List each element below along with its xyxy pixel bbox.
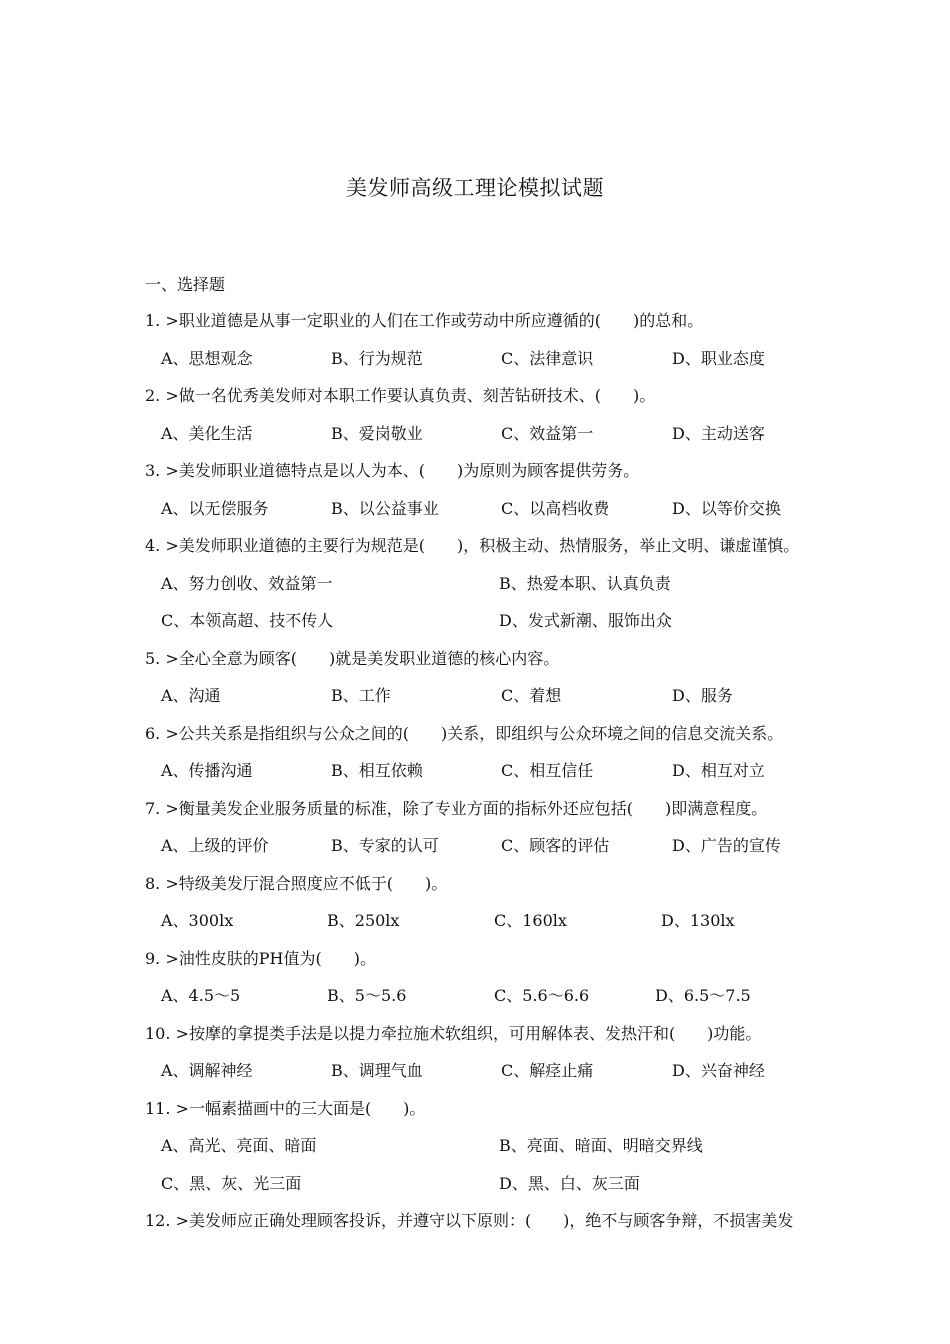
option-b: B、调理气血 <box>331 1061 423 1080</box>
option-a: A、传播沟通 <box>161 761 253 780</box>
option-a: A、思想观念 <box>161 348 253 368</box>
option-c: C、黑、灰、光三面 <box>161 1173 302 1193</box>
question-text: 3. >美发师职业道德特点是以人为本、( )为原则为顾客提供劳务。 <box>145 461 640 480</box>
question-text: 9. >油性皮肤的PH值为( )。 <box>145 948 376 968</box>
option-c: C、顾客的评估 <box>501 836 610 855</box>
document-title: 美发师高级工理论模拟试题 <box>346 176 604 200</box>
option-b: B、工作 <box>331 686 391 705</box>
option-d: D、6.5～7.5 <box>655 986 751 1005</box>
option-c: C、以高档收费 <box>501 498 610 518</box>
question-list <box>145 309 825 1247</box>
question-text: 2. >做一名优秀美发师对本职工作要认真负责、刻苦钻研技术、( )。 <box>145 386 656 405</box>
option-row <box>145 759 825 797</box>
question-text: 1. >职业道德是从事一定职业的人们在工作或劳动中所应遵循的( )的总和。 <box>145 311 704 330</box>
option-b: B、以公益事业 <box>331 498 439 518</box>
question-text: 6. >公共关系是指组织与公众之间的( )关系，即组织与公众环境之间的信息交流关系。 <box>145 723 784 743</box>
option-row <box>145 984 825 1022</box>
option-a: A、努力创收、效益第一 <box>161 573 333 593</box>
option-b: B、行为规范 <box>331 348 423 368</box>
option-c: C、解痉止痛 <box>501 1061 594 1080</box>
option-d: D、130lx <box>661 911 735 930</box>
question-text: 8. >特级美发厅混合照度应不低于( )。 <box>145 873 448 893</box>
option-b: B、爱岗敬业 <box>331 423 423 443</box>
question-text: 5. >全心全意为顾客( )就是美发职业道德的核心内容。 <box>145 648 560 668</box>
option-a: A、4.5～5 <box>161 986 241 1005</box>
question-text: 10. >按摩的拿提类手法是以提力牵拉施术软组织，可用解体表、发热汗和( )功能。 <box>145 1023 762 1043</box>
option-d: D、主动送客 <box>672 423 765 443</box>
option-b: B、5～5.6 <box>327 986 407 1005</box>
option-c: C、相互信任 <box>501 761 594 780</box>
option-row <box>145 347 825 385</box>
option-a: A、沟通 <box>161 686 221 705</box>
option-b: B、250lx <box>327 911 400 930</box>
option-row <box>145 609 825 647</box>
option-b: B、相互依赖 <box>331 761 423 780</box>
option-d: D、兴奋神经 <box>672 1061 765 1080</box>
option-b: B、专家的认可 <box>331 836 439 855</box>
option-d: D、发式新潮、服饰出众 <box>499 611 672 630</box>
option-row <box>145 1172 825 1210</box>
question-text: 7. >衡量美发企业服务质量的标准，除了专业方面的指标外还应包括( )即满意程度。 <box>145 798 768 818</box>
option-b: B、亮面、暗面、明暗交界线 <box>499 1136 703 1155</box>
option-d: D、服务 <box>672 686 733 705</box>
option-row <box>145 834 825 872</box>
option-row <box>145 1059 825 1097</box>
option-row <box>145 497 825 535</box>
option-c: C、5.6～6.6 <box>494 986 590 1005</box>
option-d: D、相互对立 <box>672 761 765 780</box>
option-row <box>145 422 825 460</box>
question-text: 4. >美发师职业道德的主要行为规范是( )，积极主动、热情服务，举止文明、谦虚谨慎。 <box>145 536 800 555</box>
option-row <box>145 909 825 947</box>
option-row <box>145 572 825 610</box>
option-a: A、美化生活 <box>161 423 253 443</box>
option-b: B、热爱本职、认真负责 <box>499 573 671 593</box>
option-row <box>145 684 825 722</box>
option-c: C、160lx <box>494 911 567 930</box>
option-d: D、职业态度 <box>672 348 765 368</box>
option-c: C、法律意识 <box>501 348 594 368</box>
option-a: A、调解神经 <box>161 1061 253 1080</box>
option-a: A、上级的评价 <box>161 836 269 855</box>
option-d: D、以等价交换 <box>672 498 781 518</box>
option-d: D、广告的宣传 <box>672 836 781 855</box>
option-c: C、效益第一 <box>501 423 594 443</box>
option-a: A、300lx <box>161 911 234 930</box>
option-c: C、着想 <box>501 686 562 705</box>
option-row <box>145 1134 825 1172</box>
option-c: C、本领高超、技不传人 <box>161 611 334 630</box>
question-text: 11. >一幅素描画中的三大面是( )。 <box>145 1098 426 1118</box>
section-heading: 一、选择题 <box>145 275 226 294</box>
question-text: 12. >美发师应正确处理顾客投诉，并遵守以下原则：( )，绝不与顾客争辩，不损害美发 <box>145 1211 794 1230</box>
option-a: A、以无偿服务 <box>161 498 269 518</box>
option-a: A、高光、亮面、暗面 <box>161 1136 317 1155</box>
option-d: D、黑、白、灰三面 <box>499 1173 640 1193</box>
